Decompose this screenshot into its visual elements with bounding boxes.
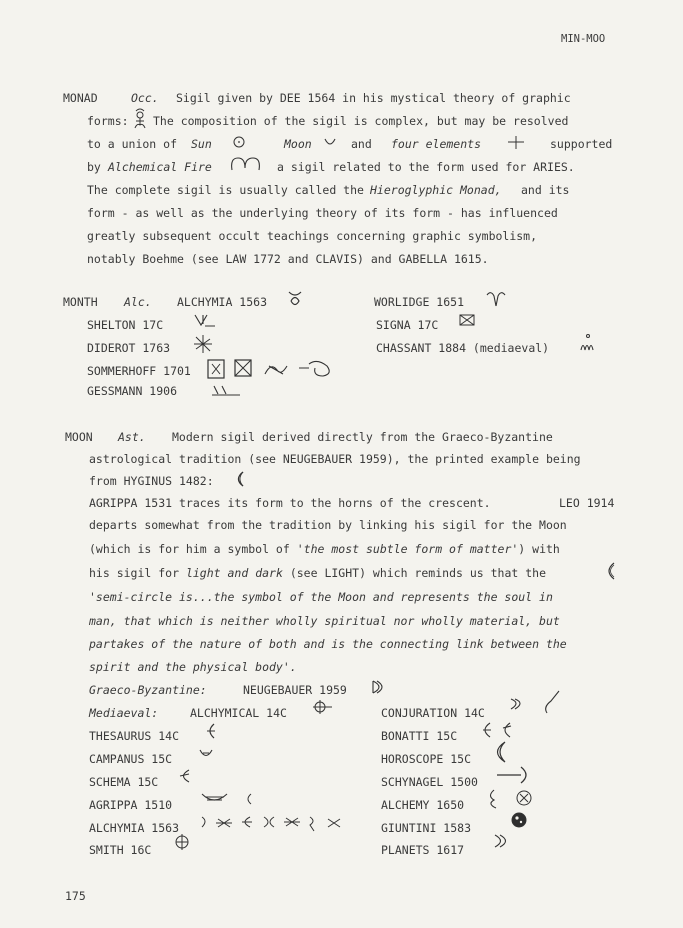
monad-term-sun: Sun — [191, 137, 212, 151]
source-citation: HOROSCOPE 15C — [381, 752, 472, 766]
source-citation: NEUGEBAUER 1959 — [243, 683, 347, 697]
tag-alc: Alc. — [124, 295, 152, 309]
source-citation: AGRIPPA 1510 — [89, 798, 173, 812]
source-citation: SOMMERHOFF 1701 — [87, 364, 191, 378]
tag-occ: Occ. — [131, 91, 159, 105]
monad-line: forms: — [87, 114, 129, 128]
alchymical-moon-sigil — [311, 698, 333, 716]
monad-line: notably Boehme (see LAW 1772 and CLAVIS) and GABELLA 1615. — [87, 252, 489, 266]
monad-line: a sigil related to the form used for ARIES. — [277, 160, 575, 174]
conjuration-moon-sigils — [507, 689, 567, 717]
moon-quote-line: spirit and the physical body'. — [89, 660, 297, 674]
hyginus-moon-sigil — [232, 470, 246, 488]
campanus-moon-sigil — [198, 747, 214, 761]
chassant-month-sigil — [579, 333, 597, 353]
alchemical-fire-sigil — [228, 154, 264, 172]
source-citation: THESAURUS 14C — [89, 729, 180, 743]
source-citation: SHELTON 17C — [87, 318, 164, 332]
schynagel-moon-sigil — [495, 764, 535, 786]
source-citation: SCHYNAGEL 1500 — [381, 775, 478, 789]
monad-term-fire: Alchemical Fire — [108, 160, 212, 174]
alchymia-moon-sigils — [198, 811, 348, 833]
moon-line: his sigil for light and dark (see LIGHT) which reminds us that the — [89, 566, 547, 580]
source-citation: WORLIDGE 1651 — [374, 295, 465, 309]
source-citation: ALCHEMY 1650 — [381, 798, 465, 812]
monad-term-hieroglyphic: Hieroglyphic Monad, — [370, 183, 502, 197]
source-citation: ALCHYMIA 1563 — [177, 295, 268, 309]
monad-term-elements: four elements — [391, 137, 482, 151]
source-citation: PLANETS 1617 — [381, 843, 465, 857]
gessmann-month-sigil — [210, 382, 244, 398]
monad-line: by — [87, 160, 101, 174]
giuntini-moon-sigil — [509, 810, 529, 830]
moon-quote-line: partakes of the nature of both and is the connecting link between the — [89, 637, 567, 651]
moon-quote-line: man, that which is neither wholly spiritual nor wholly material, but — [89, 614, 560, 628]
monad-line: supported — [550, 137, 613, 151]
category-label: Graeco-Byzantine: — [89, 683, 207, 697]
monad-line: and its — [521, 183, 570, 197]
moon-line: departs somewhat from the tradition by linking his sigil for the Moon — [89, 518, 567, 532]
moon-line: LEO 1914 — [559, 496, 615, 510]
shelton-month-sigil — [193, 312, 217, 328]
monad-line: Sigil given by DEE 1564 in his mystical theory of graphic — [176, 91, 571, 105]
page-number: 175 — [65, 889, 86, 903]
signa-month-sigil — [458, 313, 476, 327]
headword-month: MONTH — [63, 295, 98, 309]
smith-moon-sigil — [173, 833, 191, 851]
source-citation: SCHEMA 15C — [89, 775, 159, 789]
hieroglyphic-monad-sigil — [132, 107, 148, 129]
neugebauer-moon-sigil — [370, 679, 388, 695]
monad-line: greatly subsequent occult teachings concerning graphic symbolism, — [87, 229, 538, 243]
headword-moon: MOON — [65, 430, 93, 444]
monad-line: form - as well as the underlying theory of its form - has influenced — [87, 206, 558, 220]
schema-moon-sigil — [176, 768, 192, 784]
category-label: Mediaeval: — [89, 706, 159, 720]
agrippa-moon-sigils — [199, 788, 269, 808]
four-elements-cross-sigil — [507, 134, 525, 150]
moon-line: astrological tradition (see NEUGEBAUER 1959), the printed example being — [89, 452, 581, 466]
moon-line: (which is for him a symbol of 'the most subtle form of matter') with — [89, 542, 560, 556]
worlidge-month-sigil — [485, 290, 507, 308]
alchemy-moon-sigils — [484, 786, 550, 810]
moon-horns-sigil — [323, 137, 337, 147]
source-citation: BONATTI 15C — [381, 729, 458, 743]
tag-ast: Ast. — [118, 430, 146, 444]
source-citation: CAMPANUS 15C — [89, 752, 173, 766]
source-citation: GIUNTINI 1583 — [381, 821, 472, 835]
thesaurus-moon-sigil — [203, 722, 217, 740]
alchymia-month-sigil — [286, 289, 304, 309]
headword-monad: MONAD — [63, 91, 98, 105]
source-citation: ALCHYMIA 1563 — [89, 821, 180, 835]
source-citation: GESSMANN 1906 — [87, 384, 178, 398]
moon-line: Modern sigil derived directly from the Graeco-Byzantine — [172, 430, 553, 444]
moon-line: from HYGINUS 1482: — [89, 474, 214, 488]
sun-sigil — [232, 135, 246, 149]
planets-moon-sigil — [492, 832, 514, 850]
source-citation: DIDEROT 1763 — [87, 341, 171, 355]
sommerhoff-month-sigils — [205, 356, 365, 382]
monad-line: The composition of the sigil is complex, but may be resolved — [153, 114, 569, 128]
monad-line: The complete sigil is usually called the — [87, 183, 364, 197]
moon-quote-line: 'semi-circle is...the symbol of the Moon and represents the soul in — [89, 590, 553, 604]
bonatti-moon-sigils — [478, 720, 518, 740]
monad-line: to a union of — [87, 137, 178, 151]
diderot-month-sigil — [192, 333, 214, 355]
source-citation: SIGNA 17C — [376, 318, 439, 332]
monad-line: and — [351, 137, 372, 151]
leo-moon-sigil — [602, 561, 618, 581]
source-citation: CHASSANT 1884 (mediaeval) — [376, 341, 550, 355]
horoscope-moon-sigil — [488, 740, 510, 764]
moon-line: AGRIPPA 1531 traces its form to the horns of the crescent. — [89, 496, 491, 510]
source-citation: SMITH 16C — [89, 843, 152, 857]
source-citation: ALCHYMICAL 14C — [190, 706, 287, 720]
source-citation: CONJURATION 14C — [381, 706, 485, 720]
monad-term-moon: Moon — [284, 137, 312, 151]
running-head: MIN-MOO — [561, 33, 606, 45]
